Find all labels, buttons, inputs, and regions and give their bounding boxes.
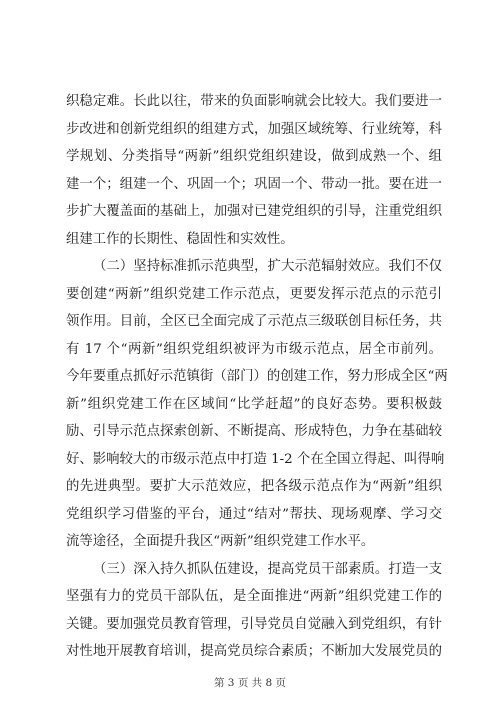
- text-line: 领作用。目前，全区已全面完成了示范点三级联创目标任务，共: [66, 314, 442, 329]
- paragraph-first-line: （三）深入持久抓队伍建设，提高党员干部素质。打造一支: [93, 561, 442, 577]
- text-line: 流等途径，全面提升我区“两新”组织党建工作水平。: [66, 534, 375, 549]
- text-line: 步改进和创新党组织的组建方式，加强区域统筹、行业统筹，科: [66, 121, 442, 137]
- text-line: 要创建“两新”组织党建工作示范点，更要发挥示范点的示范引: [66, 286, 442, 302]
- text-line: 党组织学习借鉴的平台，通过“结对”帮扶、现场观摩、学习交: [66, 506, 442, 522]
- text-line: 今年要重点抓好示范镇街（部门）的创建工作，努力形成全区“两: [66, 369, 448, 384]
- text-line: 好、影响较大的市级示范点中打造 1-2 个在全国立得起、叫得响: [66, 451, 445, 467]
- page-number-footer: 第 3 页 共 8 页: [213, 677, 287, 689]
- document-body: [66, 88, 448, 666]
- text-line: 学规划、分类指导“两新”组织党组织建设，做到成熟一个、组: [66, 149, 442, 164]
- text-line: 关键。要加强党员教育管理，引导党员自觉融入到党组织，有针: [66, 616, 442, 632]
- text-line: 组建工作的长期性、稳固性和实效性。: [66, 231, 294, 247]
- paragraph-first-line: （二）坚持标准抓示范典型，扩大示范辐射效应。我们不仅: [93, 259, 442, 274]
- text-line: 坚强有力的党员干部队伍，是全面推进“两新”组织党建工作的: [66, 589, 442, 604]
- text-line: 的先进典型。要扩大示范效应，把各级示范点作为“两新”组织: [66, 479, 442, 494]
- text-line: 建一个；组建一个、巩固一个；巩固一个、带动一批。要在进一: [66, 176, 442, 192]
- text-line: 对性地开展教育培训，提高党员综合素质；不断加大发展党员的: [66, 644, 442, 659]
- text-line: 步扩大覆盖面的基础上，加强对已建党组织的引导，注重党组织: [66, 204, 442, 219]
- text-line: 织稳定难。长此以往，带来的负面影响就会比较大。我们要进一: [66, 94, 442, 109]
- text-line: 新”组织党建工作在区域间“比学赶超”的良好态势。要积极鼓: [66, 396, 442, 412]
- text-line: 有 17 个“两新”组织党组织被评为市级示范点，居全市前列。: [66, 341, 442, 357]
- text-line: 励、引导示范点探索创新、不断提高、形成特色，力争在基础较: [66, 424, 442, 439]
